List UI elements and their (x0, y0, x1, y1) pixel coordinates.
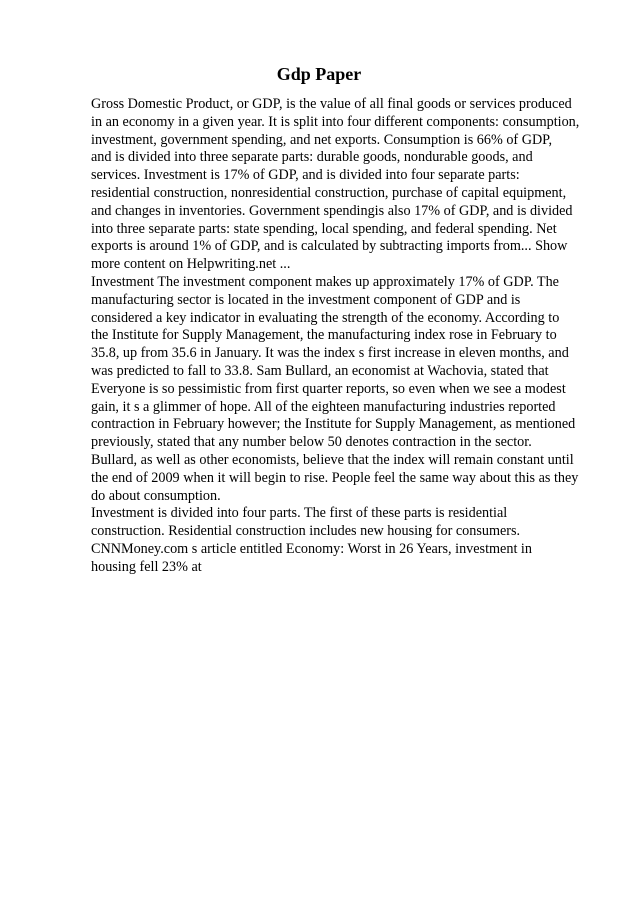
text-line: Investment is divided into four parts. The first of these parts is residential (91, 505, 508, 522)
document-body (91, 96, 611, 577)
text-line: contraction in February however; the Institute for Supply Management, as mentioned (91, 416, 576, 433)
text-line: investment, government spending, and net exports. Consumption is 66% of GDP, (91, 131, 553, 148)
text-line: previously, stated that any number below 50 denotes contraction in the sector. (91, 434, 532, 451)
text-line: gain, it s a glimmer of hope. All of the eighteen manufacturing industries reported (91, 398, 556, 415)
text-line: and is divided into three separate parts: durable goods, nondurable goods, and (91, 149, 533, 166)
text-line: exports is around 1% of GDP, and is calculated by subtracting imports from... Show (91, 238, 568, 255)
text-line: residential construction, nonresidential construction, purchase of capital equipment, (91, 184, 567, 201)
text-line: more content on Helpwriting.net ... (91, 256, 291, 273)
text-line: construction. Residential construction includes new housing for consumers. (91, 523, 521, 540)
text-line: do about consumption. (91, 487, 221, 504)
text-line: and changes in inventories. Government spendingis also 17% of GDP, and is divided (91, 202, 573, 219)
text-line: CNNMoney.com s article entitled Economy: Worst in 26 Years, investment in (91, 540, 532, 557)
text-line: into three separate parts: state spending, local spending, and federal spending. Net (91, 220, 557, 237)
text-line: Everyone is so pessimistic from first quarter reports, so even when we see a modest (91, 380, 566, 397)
text-line: 35.8, up from 35.6 in January. It was the index s first increase in eleven months, and (91, 345, 569, 362)
text-line: Gross Domestic Product, or GDP, is the value of all final goods or services produced (91, 96, 572, 112)
text-line: the end of 2009 when it will begin to rise. People feel the same way about this as they (91, 469, 579, 486)
text-line: services. Investment is 17% of GDP, and is divided into four separate parts: (91, 167, 520, 184)
text-line: Investment The investment component makes up approximately 17% of GDP. The (91, 273, 559, 290)
text-line: Bullard, as well as other economists, believe that the index will remain constant until (91, 451, 574, 468)
text-line: in an economy in a given year. It is split into four different components: consumption, (91, 113, 580, 130)
text-line: considered a key indicator in evaluating the strength of the economy. According to (91, 309, 560, 326)
document-title: Gdp Paper (276, 64, 362, 84)
text-line: the Institute for Supply Management, the manufacturing index rose in February to (91, 327, 557, 344)
text-line: housing fell 23% at (91, 558, 202, 575)
text-line: manufacturing sector is located in the investment component of GDP and is (91, 291, 521, 308)
text-line: was predicted to fall to 33.8. Sam Bullard, an economist at Wachovia, stated that (91, 362, 549, 379)
